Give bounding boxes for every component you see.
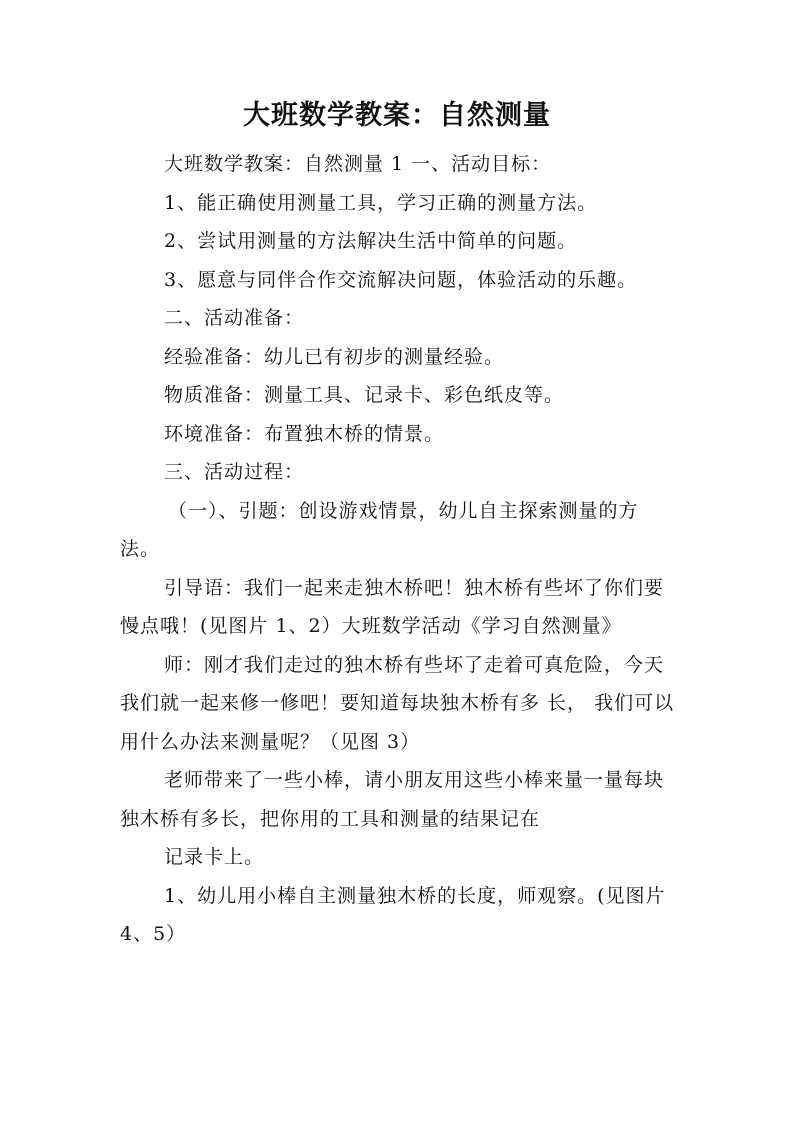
document-body [120,145,676,954]
paragraph: 记录卡上。 [164,846,265,868]
paragraph: 大班数学教案：自然测量 1 一、活动目标： [164,153,552,175]
paragraph: （一）、引题：创设游戏情景，幼儿自主探索测量的方法。 [120,499,639,560]
paragraph: 2、尝试用测量的方法解决生活中简单的问题。 [164,230,578,252]
paragraph: 3、愿意与同伴合作交流解决问题，体验活动的乐趣。 [164,268,638,291]
paragraph: 二、活动准备： [164,307,305,329]
paragraph: 引导语：我们一起来走独木桥吧！独木桥有些坏了你们要慢点哦！(见图片 1、2）大班数学活动《学习自然测量》 [120,576,665,637]
paragraph: 1、幼儿用小棒自主测量独木桥的长度，师观察。(见图片 4、5） [120,884,666,945]
paragraph: 物质准备：测量工具、记录卡、彩色纸皮等。 [164,384,565,406]
paragraph: 师：刚才我们走过的独木桥有些坏了走着可真危险，今天我们就一起来修一修吧！要知道每块独木桥有多 长， 我们可以用什么办法来测量呢？（见图 3） [120,653,675,753]
document-title: 大班数学教案：自然测量 [243,100,551,131]
paragraph: 1、能正确使用测量工具，学习正确的测量方法。 [164,191,598,214]
paragraph: 三、活动过程： [164,461,305,483]
paragraph: 环境准备：布置独木桥的情景。 [164,422,445,445]
paragraph: 经验准备：幼儿已有初步的测量经验。 [164,345,505,368]
paragraph: 老师带来了一些小棒，请小朋友用这些小棒来量一量每块独木桥有多长，把你用的工具和测量的结果记在 [120,769,665,830]
